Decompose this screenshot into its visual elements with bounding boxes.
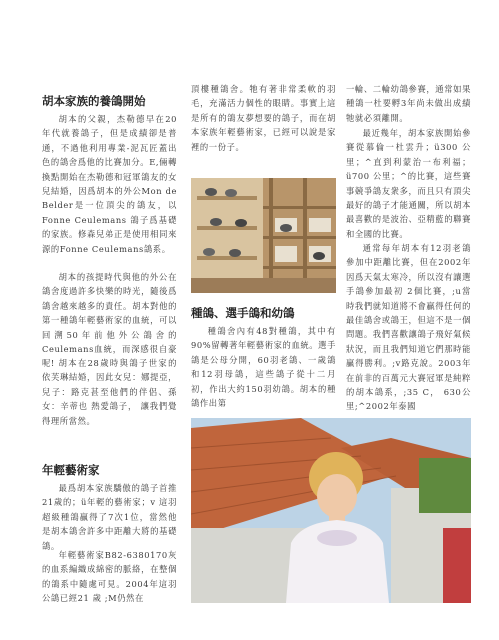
heading-family-origin: 胡本家族的養鴿開始	[42, 94, 146, 108]
paragraph-column3-1: 一輪、二輪幼鴿參賽，通常如果種鴿一杜要孵3年尚未做出成績牠就必須離開。	[346, 84, 471, 123]
heading-young-artist: 年輕藝術家	[42, 463, 100, 477]
paragraph-family-origin-3: 胡本在28歲時與鴿子世家的依芙琳結婚，因此女兒：娜提亞，兒子：路克甚至他們的伴侶、孫女：辛蒂也 熱愛鴿子， 讓我們覺得理所當然。	[42, 358, 177, 426]
paragraph-young-artist-1: 最爲胡本家族驕傲的鴿子首推21歲的；ü年輕的藝術家；v 這羽超級種鴿贏得了7次1位，當然他是胡本鴿舍許多中距離大將的基礎鴿。	[42, 483, 177, 551]
paragraph-column2-continued: 頂樓種鴿舍。牠有著非常柔軟的羽毛，充滿活力個性的眼睛。事實上這是所有的鴿友夢想要的鴿子，而在胡本家族年輕藝術家，已經可以說是家裡的一份子。	[191, 84, 336, 152]
pigeon-loft-interior-photo	[191, 178, 336, 293]
woman-on-rooftop-photo	[191, 418, 471, 603]
paragraph-breeding-1: 種鴿舍內有48對種鴿，其中有90%留轉著年輕藝術家的血統。選手鴿是公母分開，60羽老鴿、一歲鴿和12羽母鴿，這些鴿子從十二月初，作出大約150羽幼鴿。胡本的種鴿作出第	[191, 326, 336, 409]
paragraph-column3-3: 通常每年胡本有12羽老鴿參加中距離比賽，但在2002年因爲天氣太寒冷，所以沒有讓選手鴿參加最初 2個比賽，;u當時我們就知道將不會贏得任何的最佳鴿舍或鴿王，但這不是一個問題。我們喜歡讓鴿子飛好氣候狀況，而且我們知道它們那時能贏得勝利。;v路克說。2003年在前非的百萬元大賽冠軍是純粹的胡本鴿系，;35 C， 630公里;^2002年泰國	[346, 243, 471, 412]
heading-breeding: 種鴿、選手鴿和幼鴿	[191, 306, 295, 320]
paragraph-young-artist-2: 年輕藝術家B82-6380170灰的血系編織成綿密的脈絡，在整個的鴿系中隨處可見。2004年這羽公鴿已經21 歲 ;M仍然在	[42, 550, 177, 604]
paragraph-column3-2: 最近幾年，胡本家族開始參賽從慕倫一杜雲升；ü300 公里；^直到利蒙治一布利福；ü700 公里；^的比賽，這些賽事競爭鴿友衆多，而且只有頂尖最好的鴿子才能通關，所以胡本最喜歡的是波治、亞精藍的聯賽和全國的比賽。	[346, 128, 471, 239]
paragraph-family-origin-1: 胡本的父親，杰勒德早在20年代就養鴿子，但是成績卻是普通，不過他利用專業-泥瓦匠蓋出色的鴿舍爲他的比賽加分。E,倆轉換點開始在杰勒德和冠軍鴿友的女兒結婚，因爲胡本的外公Mon de Belder是一位頂尖的鴿友，以Fonne Ceulemans 鴿子爲基礎的家族。修森兒弟正是使用相同來源的Fonne Ceulemans鴿系。	[42, 114, 177, 254]
paragraph-family-origin-2: 胡本的孩提時代與他的外公在鴿舍度過許多快樂的時光，隨後爲 鴿舍越來越多的責任。胡本對他的第一種鴿年輕藝術家的血統，可以回溯50年前他外公鴿舍的 Ceulemans血統，而深感很自豪呢!	[42, 272, 177, 369]
